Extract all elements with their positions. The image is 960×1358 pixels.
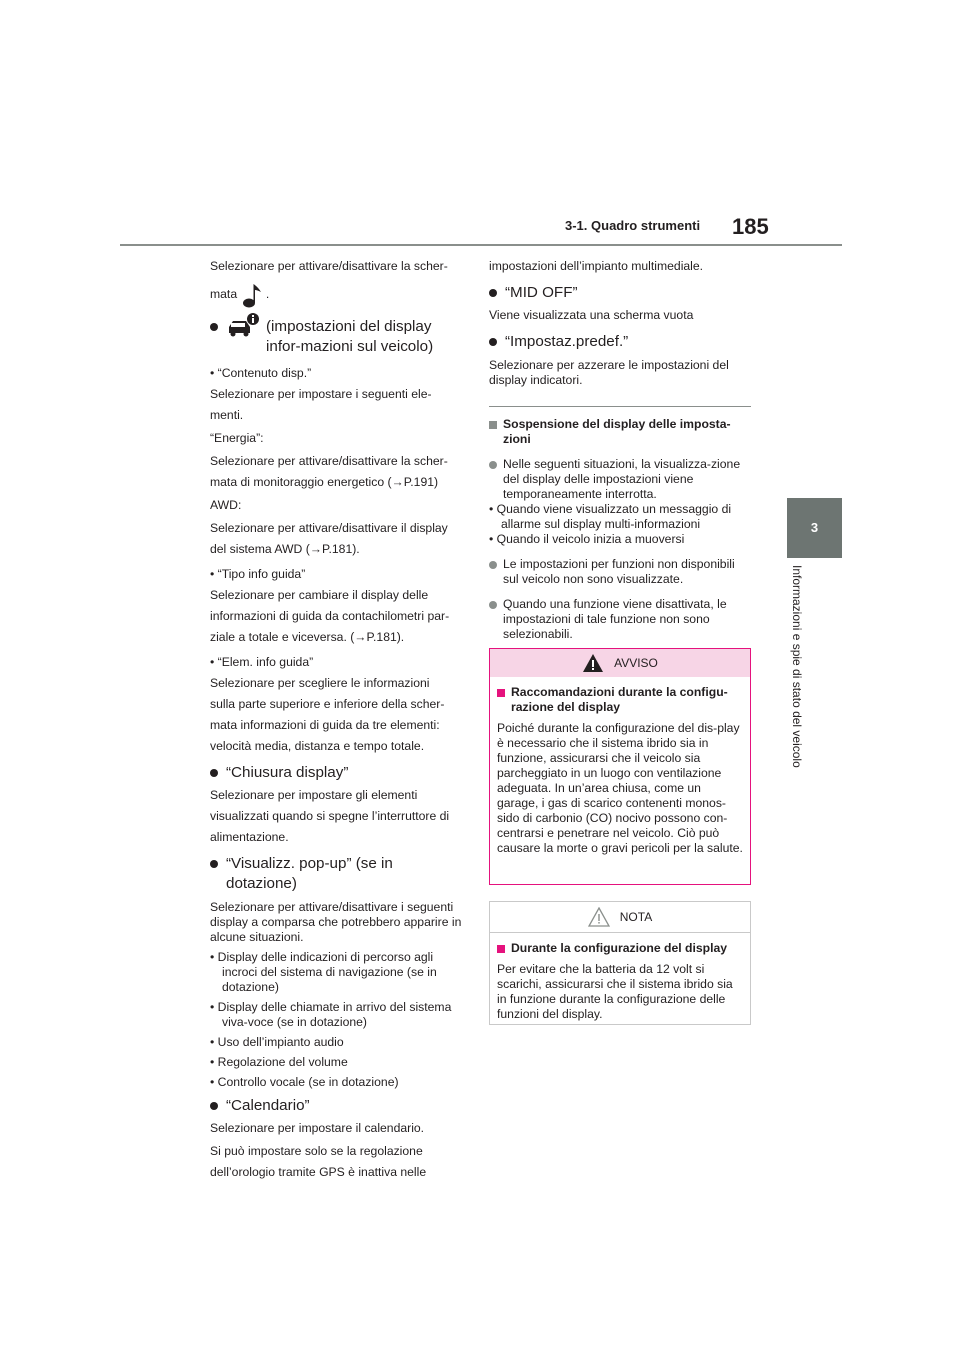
list-item: • Controllo vocale (se in dotazione): [210, 1075, 399, 1089]
list-item: • Uso dell’impianto audio: [210, 1035, 344, 1049]
bullet-dot: [489, 289, 497, 297]
text-with-icon: [210, 281, 466, 309]
heading-impostaz: [489, 332, 751, 352]
bullet-dot: [210, 769, 218, 777]
heading-mid-off: [489, 283, 751, 303]
text: Selezionare per impostare gli elementi: [210, 788, 418, 802]
warning-text: Poiché durante la configurazione del dis-play è necessario che il sistema ibrido sia in funzione, assicurarsi che il veicolo sia parcheggiato in un luogo con ventilazione adeguata. In un’area chiusa, come un garage, i gas di scarico contenenti monos-sido di carbonio (CO) nocivo possono con-centrarsi e penetrare nel veicolo. Ciò può causare la morte o gravi pericoli per la salute.: [497, 721, 743, 855]
heading-text: “Chiusura display”: [226, 764, 349, 781]
warning-label: AVVISO: [614, 656, 658, 670]
left-column: [210, 256, 466, 1183]
warning-triangle-icon: [582, 653, 604, 673]
text: Selezionare per attivare/disattivare la scher-: [210, 259, 448, 273]
warning-box-header: [490, 649, 750, 677]
heading-text: “Calendario”: [226, 1097, 310, 1114]
warning-title: Raccomandazioni durante la configu-razione del display: [511, 685, 728, 714]
text: mata: [210, 287, 238, 302]
note-box: [489, 901, 751, 1025]
text: sulla parte superiore e inferiore della scher-: [210, 697, 445, 711]
page-number: 185: [732, 214, 769, 239]
text: Si può impostare solo se la regolazione: [210, 1144, 423, 1158]
warning-box: [489, 648, 751, 885]
square-bullet: [497, 689, 505, 697]
heading-calendario: [210, 1096, 466, 1116]
chapter-title: Informazioni e spie di stato del veicolo: [790, 565, 804, 768]
warning-triangle-icon: [588, 907, 610, 927]
list-item: • Display delle chiamate in arrivo del sistema viva-voce (se in dotazione): [210, 1000, 452, 1029]
list-item: • “Contenuto disp.”: [210, 366, 312, 380]
subsection: [489, 406, 751, 642]
round-bullet: [489, 561, 497, 569]
text: Nelle seguenti situazioni, la visualizza-zione del display delle impostazioni viene temporaneamente interrotta.: [503, 457, 741, 501]
text: informazioni di guida da contachilometri par-: [210, 609, 450, 623]
text: Selezionare per attivare/disattivare la scher-: [210, 454, 448, 468]
heading-text: “MID OFF”: [505, 284, 578, 301]
warning-box-body: [490, 677, 750, 863]
subsection-heading: [489, 417, 751, 447]
list-item: • Quando il veicolo inizia a muoversi: [489, 532, 685, 546]
heading-vehicle-info: [210, 317, 466, 357]
text: Selezionare per scegliere le informazioni: [210, 676, 430, 690]
bullet-dot: [210, 1102, 218, 1110]
text: AWD:: [210, 498, 242, 512]
text: velocità media, distanza e tempo totale.: [210, 739, 425, 753]
text: visualizzati quando si spegne l’interruttore di: [210, 809, 450, 823]
heading-chiusura: [210, 763, 466, 783]
bullet-dot: [210, 323, 218, 331]
text: del sistema AWD (→P.181).: [210, 542, 360, 556]
note-heading: [497, 941, 743, 956]
round-bullet: [489, 461, 497, 469]
list-item: • Regolazione del volume: [210, 1055, 348, 1069]
car-info-icon: [226, 313, 260, 339]
note-item: [489, 457, 751, 502]
note-box-header: [490, 902, 750, 933]
subsection-title: Sospensione del display delle imposta-zioni: [503, 417, 731, 446]
header-rule: [120, 244, 842, 246]
text: Selezionare per attivare/disattivare i seguenti display a comparsa che potrebbero apparire in alcune situazioni.: [210, 900, 462, 944]
right-column: [489, 256, 751, 642]
text: Viene visualizzata una scherma vuota: [489, 308, 694, 322]
note-item: [489, 597, 751, 642]
list-item: • Quando viene visualizzato un messaggio di allarme sul display multi-informazioni: [489, 502, 732, 531]
note-text: Per evitare che la batteria da 12 volt si scarichi, assicurarsi che il sistema ibrido sia in funzione durante la configurazione delle funzioni del display.: [497, 962, 733, 1021]
text: .: [265, 287, 270, 302]
bullet-dot: [210, 860, 218, 868]
bullet-dot: [489, 338, 497, 346]
text: Le impostazioni per funzioni non disponibili sul veicolo non sono visualizzate.: [503, 557, 735, 586]
heading-text: (impostazioni del display infor-mazioni sul veicolo): [266, 318, 434, 355]
heading-text: “Visualizz. pop-up” (se in dotazione): [226, 855, 393, 892]
text: “Energia”:: [210, 431, 264, 445]
note-item: [489, 557, 751, 587]
text: ziale a totale e viceversa. (→P.181).: [210, 630, 405, 644]
text: Selezionare per cambiare il display delle: [210, 588, 429, 602]
text: Selezionare per azzerare le impostazioni del display indicatori.: [489, 358, 729, 387]
text: menti.: [210, 408, 244, 422]
round-bullet: [489, 601, 497, 609]
list-item: • Display delle indicazioni di percorso agli incroci del sistema di navigazione (se in dotazione): [210, 950, 437, 994]
music-note-icon: [241, 281, 263, 309]
text: Quando una funzione viene disattivata, le impostazioni di tale funzione non sono selezionabili.: [503, 597, 727, 641]
heading-text: “Impostaz.predef.”: [505, 333, 629, 350]
note-box-body: [490, 933, 750, 1029]
chapter-tab: 3: [787, 498, 842, 558]
text: impostazioni dell’impianto multimediale.: [489, 259, 704, 273]
section-title: 3-1. Quadro strumenti: [565, 218, 701, 233]
heading-popup: [210, 854, 466, 894]
square-bullet: [489, 421, 497, 429]
text: Selezionare per impostare il calendario.: [210, 1121, 425, 1135]
text: mata informazioni di guida da tre elementi:: [210, 718, 440, 732]
text: Selezionare per attivare/disattivare il display: [210, 521, 448, 535]
note-label: NOTA: [619, 910, 653, 924]
text: dell’orologio tramite GPS è inattiva nelle: [210, 1165, 427, 1179]
text: Selezionare per impostare i seguenti ele-: [210, 387, 432, 401]
text: mata di monitoraggio energetico (→P.191): [210, 475, 439, 489]
list-item: • “Elem. info guida”: [210, 655, 314, 669]
list-item: • “Tipo info guida”: [210, 567, 306, 581]
note-title: Durante la configurazione del display: [511, 941, 728, 955]
square-bullet: [497, 945, 505, 953]
text: alimentazione.: [210, 830, 289, 844]
warning-heading: [497, 685, 743, 715]
